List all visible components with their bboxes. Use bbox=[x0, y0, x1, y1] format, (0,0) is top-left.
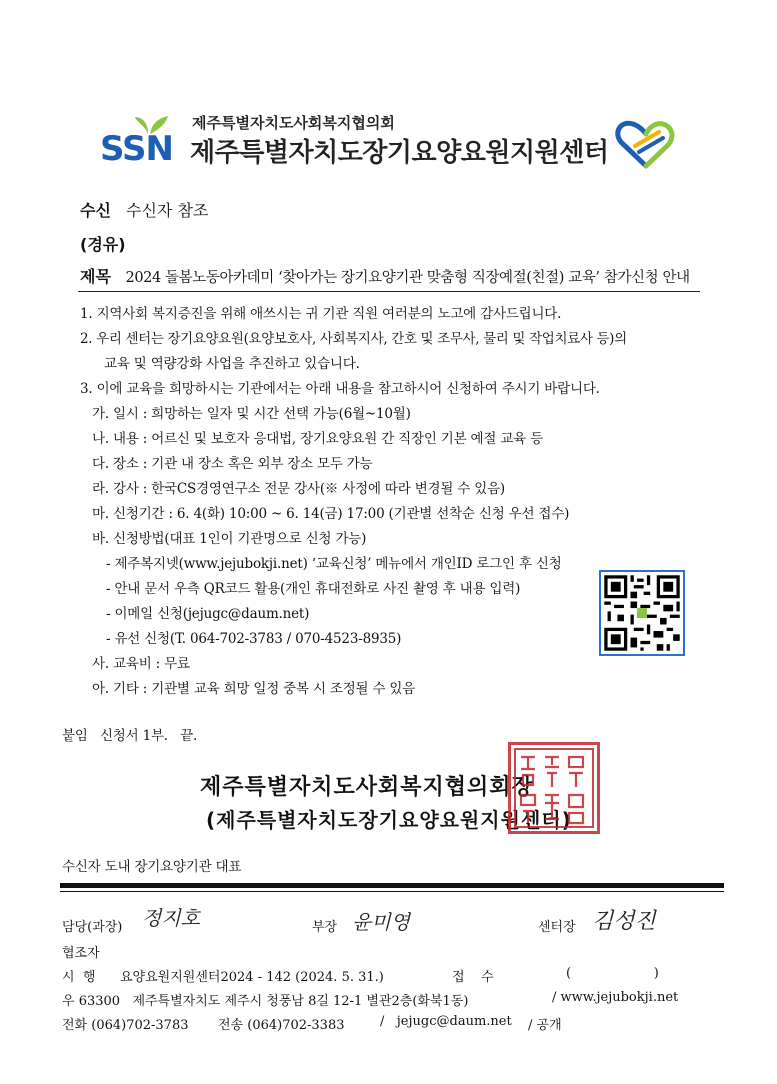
phone-number: 전화 (064)702-3783 bbox=[62, 1018, 189, 1033]
ssn-logo bbox=[100, 118, 200, 169]
recipients-list: 수신자 도내 장기요양기관 대표 bbox=[62, 859, 242, 875]
method-email: - 이메일 신청(jejugc@daum.net) bbox=[106, 606, 310, 622]
recipient-label: 수신 bbox=[80, 201, 111, 220]
qr-pattern-icon bbox=[601, 572, 683, 654]
paragraph-1: 1. 지역사회 복지증진을 위해 애쓰시는 귀 기관 직원 여러분의 노고에 감사드립니다. bbox=[80, 306, 562, 322]
footer-divider-thick bbox=[60, 883, 724, 888]
issuer-title: 제주특별자치도사회복지협의회장 bbox=[200, 775, 534, 800]
attachment-line: 붙임 신청서 1부. 끝. bbox=[62, 728, 198, 744]
method-phone: - 유선 신청(T. 064-702-3783 / 070-4523-8935) bbox=[106, 631, 402, 647]
subject-value: 2024 돌봄노동아카데미 ‘찾아가는 장기요양기관 맞춤형 직장예절(친절) 교육’ 참가신청 안내 bbox=[125, 270, 690, 286]
item-method: 바. 신청방법(대표 1인이 기관명으로 신청 가능) bbox=[92, 531, 367, 547]
logo-text: SSN bbox=[100, 129, 173, 169]
item-fee: 사. 교육비 : 무료 bbox=[92, 656, 190, 672]
website-link[interactable]: / www.jejubokji.net bbox=[552, 990, 679, 1005]
cooperator-label: 협조자 bbox=[62, 946, 100, 961]
item-etc: 아. 기타 : 기관별 교육 희망 일정 중복 시 조정될 수 있음 bbox=[92, 681, 416, 697]
subject-divider bbox=[78, 291, 700, 292]
manager-label: 부장 bbox=[312, 920, 338, 935]
director-label: 센터장 bbox=[538, 920, 576, 935]
method-web: - 제주복지넷(www.jejubokji.net) ‘교육신청’ 메뉴에서 개인ID 로그인 후 신청 bbox=[106, 556, 562, 572]
official-seal bbox=[508, 742, 600, 834]
item-content: 나. 내용 : 어르신 및 보호자 응대법, 장기요양요원 간 직장인 기본 예절 교육 등 bbox=[92, 431, 543, 447]
subject-label: 제목 bbox=[80, 267, 111, 286]
heart-logo-icon bbox=[615, 118, 677, 170]
via-label: (경유) bbox=[80, 235, 126, 254]
director-signature: 김성진 bbox=[592, 909, 656, 934]
paragraph-3: 3. 이에 교육을 희망하시는 기관에서는 아래 내용을 참고하시어 신청하여 주시기 바랍니다. bbox=[80, 381, 600, 397]
method-qr: - 안내 문서 우측 QR코드 활용(개인 휴대전화로 사진 촬영 후 내용 입력) bbox=[106, 581, 521, 597]
staff-label: 담당(과장) bbox=[62, 920, 123, 935]
issuer-subtitle: (제주특별자치도장기요양요원지원센터) bbox=[206, 808, 572, 832]
staff-signature: 정지호 bbox=[142, 906, 200, 930]
item-period: 마. 신청기간 : 6. 4(화) 10:00 ~ 6. 14(금) 17:00 (기관별 선착순 신청 우선 접수) bbox=[92, 506, 570, 522]
disclosure-status: / 공개 bbox=[528, 1018, 562, 1033]
doc-label: 시 행 bbox=[62, 970, 96, 985]
org-name-big: 제주특별자치도장기요양요원지원센터 bbox=[190, 138, 609, 168]
subject-row bbox=[80, 264, 690, 287]
footer-divider-thin bbox=[60, 891, 724, 892]
email-link[interactable]: / jejugc@daum.net bbox=[380, 1014, 512, 1029]
paragraph-2b: 교육 및 역량강화 사업을 추진하고 있습니다. bbox=[104, 356, 360, 372]
doc-number: 요양요원지원센터2024 - 142 (2024. 5. 31.) bbox=[120, 970, 384, 985]
seal-stamp-icon bbox=[511, 745, 597, 831]
address: 우 63300 제주특별자치도 제주시 청풍남 8길 12-1 별관2층(화북1동) bbox=[62, 994, 469, 1009]
receipt-label: 접 수 bbox=[452, 970, 494, 985]
paragraph-2a: 2. 우리 센터는 장기요양요원(요양보호사, 사회복지사, 간호 및 조무사, 물리 및 작업치료사 등)의 bbox=[80, 331, 627, 347]
recipient-value: 수신자 참조 bbox=[126, 201, 209, 220]
item-date: 가. 일시 : 희망하는 일자 및 시간 선택 가능(6월~10월) bbox=[92, 406, 411, 422]
recipient-row bbox=[80, 198, 208, 221]
manager-signature: 윤미영 bbox=[352, 910, 410, 934]
receipt-box: ( ) bbox=[566, 966, 659, 981]
item-instructor: 라. 강사 : 한국CS경영연구소 전문 강사(※ 사정에 따라 변경될 수 있음) bbox=[92, 481, 505, 497]
fax-number: 전송 (064)702-3383 bbox=[218, 1018, 345, 1033]
item-place: 다. 장소 : 기관 내 장소 혹은 외부 장소 모두 가능 bbox=[92, 456, 373, 472]
qr-code[interactable] bbox=[599, 570, 685, 656]
org-name-small: 제주특별자치도사회복지협의회 bbox=[192, 114, 395, 132]
